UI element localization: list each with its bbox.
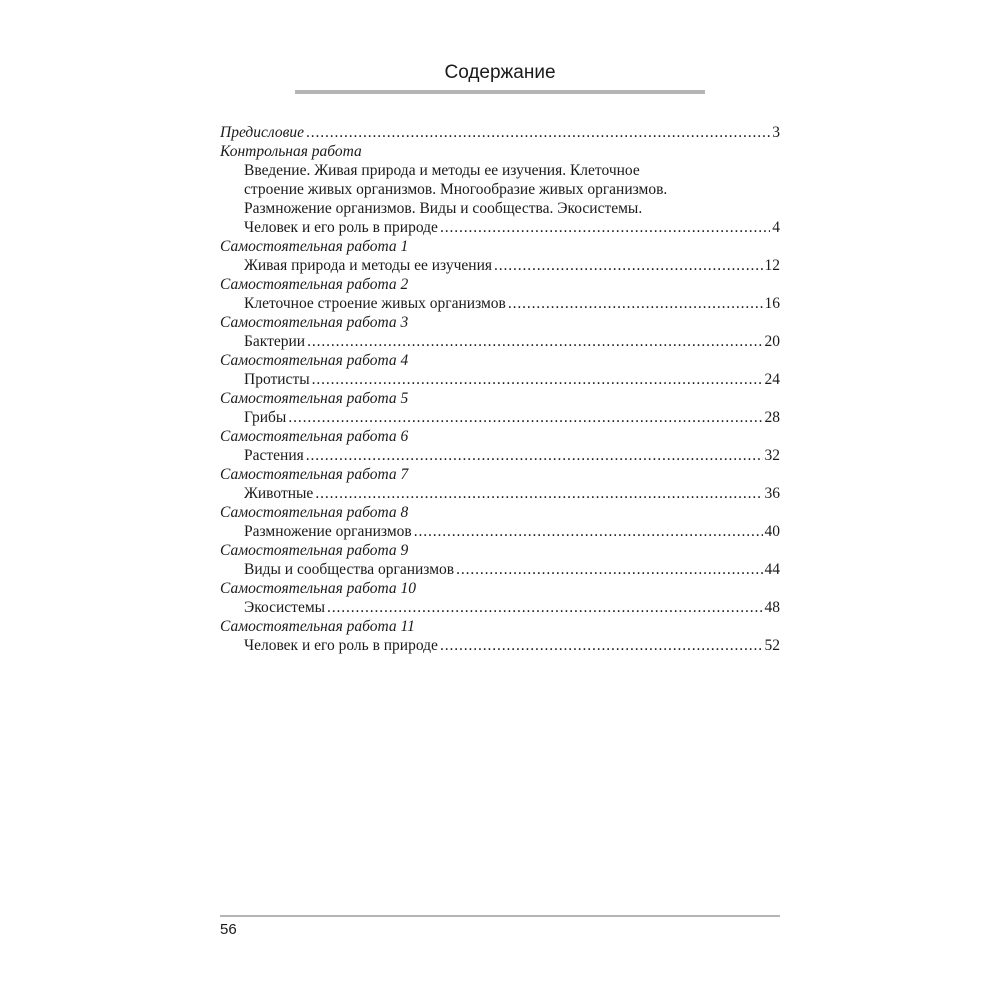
toc-heading-control-work: Контрольная работа [220, 143, 362, 160]
toc-entry-preface[interactable] [220, 123, 780, 142]
page-title: Содержание [444, 62, 556, 83]
toc-page-number: 3 [772, 124, 780, 141]
toc-leader-dots [440, 636, 763, 655]
toc-page-number: 52 [764, 637, 780, 654]
toc-leader-dots [315, 484, 762, 503]
toc-heading-work-10: Самостоятельная работа 10 [220, 580, 417, 597]
toc-page-number: 36 [764, 485, 780, 502]
toc-entry-work-3[interactable] [220, 332, 780, 351]
toc-entry-control-work[interactable] [220, 161, 780, 237]
toc-entry-work-1[interactable] [220, 256, 780, 275]
toc-entry-work-2[interactable] [220, 294, 780, 313]
toc-entry-title: Животные [244, 485, 314, 502]
toc-heading-work-1: Самостоятельная работа 1 [220, 238, 409, 255]
toc-entry-title: Живая природа и методы ее изучения [244, 257, 492, 274]
toc-leader-dots [414, 522, 763, 541]
toc-heading-work-7: Самостоятельная работа 7 [220, 466, 409, 483]
toc-heading-work-6: Самостоятельная работа 6 [220, 428, 409, 445]
toc-entry-title: Размножение организмов [244, 523, 412, 540]
toc-leader-dots [306, 446, 763, 465]
title-divider [295, 90, 705, 94]
toc-entry-title: Виды и сообщества организмов [244, 561, 455, 578]
toc-heading-work-9: Самостоятельная работа 9 [220, 542, 409, 559]
toc-heading-work-3: Самостоятельная работа 3 [220, 314, 409, 331]
toc-entry-title: Грибы [244, 409, 287, 426]
toc-entry-title: Бактерии [244, 333, 306, 350]
toc-entry-work-4[interactable] [220, 370, 780, 389]
toc-heading-work-11: Самостоятельная работа 11 [220, 618, 415, 635]
toc-page-number: 32 [764, 447, 780, 464]
toc-leader-dots [508, 294, 763, 313]
toc-page-number: 44 [764, 561, 780, 578]
toc-leader-dots [456, 560, 762, 579]
toc-entry-work-8[interactable] [220, 522, 780, 541]
toc-entry-work-10[interactable] [220, 598, 780, 617]
toc-page-number: 40 [764, 523, 780, 540]
toc-leader-dots [440, 218, 770, 237]
toc-leader-dots [494, 256, 763, 275]
toc-entry-work-6[interactable] [220, 446, 780, 465]
toc-entry-work-9[interactable] [220, 560, 780, 579]
toc-heading-work-5: Самостоятельная работа 5 [220, 390, 409, 407]
toc-entry-text-line: строение живых организмов. Многообразие живых организмов. [244, 181, 668, 198]
toc-leader-dots [312, 370, 763, 389]
toc-leader-dots [327, 598, 762, 617]
toc-page-number: 20 [764, 333, 780, 350]
toc-page-number: 4 [772, 219, 780, 236]
toc-page-number: 16 [764, 295, 780, 312]
toc-entry-work-7[interactable] [220, 484, 780, 503]
toc-heading-work-2: Самостоятельная работа 2 [220, 276, 409, 293]
toc-page-number: 24 [764, 371, 780, 388]
toc-heading-work-8: Самостоятельная работа 8 [220, 504, 409, 521]
toc-entry-title: Растения [244, 447, 304, 464]
page-number: 56 [220, 921, 237, 938]
toc-leader-dots [307, 332, 762, 351]
toc-page-number: 12 [764, 257, 780, 274]
toc-page-number: 28 [764, 409, 780, 426]
toc-entry-label: Предисловие [220, 124, 304, 141]
toc-entry-text-line: Человек и его роль в природе [244, 219, 438, 236]
toc-entry-text-line: Введение. Живая природа и методы ее изучения. Клеточное [244, 162, 640, 179]
toc-entry-title: Протисты [244, 371, 310, 388]
toc-leader-dots [288, 408, 762, 427]
footer-divider [220, 915, 780, 917]
toc-entry-title: Клеточное строение живых организмов [244, 295, 506, 312]
toc-page-number: 48 [764, 599, 780, 616]
toc-leader-dots [306, 123, 770, 142]
toc-entry-title: Экосистемы [244, 599, 326, 616]
toc-entry-text-line: Размножение организмов. Виды и сообщества. Экосистемы. [244, 200, 643, 217]
table-of-contents [220, 123, 780, 655]
toc-entry-work-11[interactable] [220, 636, 780, 655]
toc-entry-work-5[interactable] [220, 408, 780, 427]
toc-entry-title: Человек и его роль в природе [244, 637, 438, 654]
toc-heading-work-4: Самостоятельная работа 4 [220, 352, 409, 369]
